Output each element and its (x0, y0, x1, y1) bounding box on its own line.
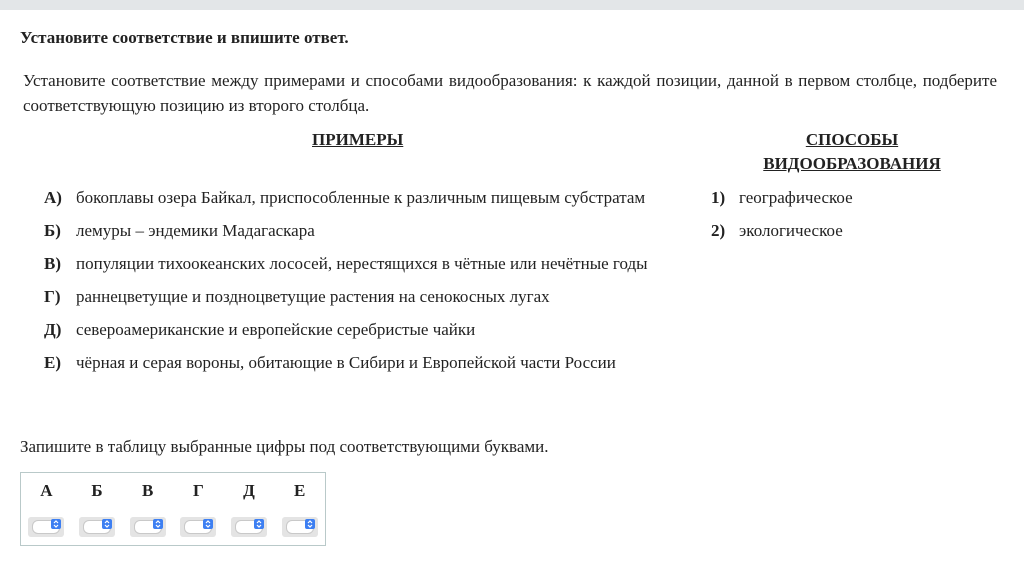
list-item (44, 185, 678, 210)
chevron-updown-icon[interactable] (102, 519, 112, 529)
way-number: 2) (711, 221, 726, 240)
way-text: географическое (739, 188, 853, 207)
answer-instruction: Запишите в таблицу выбранные цифры под соответствующими буквами. (20, 437, 549, 456)
answer-select-d[interactable] (231, 517, 267, 537)
list-item (44, 251, 678, 276)
answer-column-g: Г (192, 481, 204, 500)
answer-select-row (21, 509, 325, 545)
item-letter: Б) (44, 221, 61, 240)
answer-table (20, 472, 326, 546)
item-letter: Г) (44, 287, 61, 306)
chevron-updown-icon[interactable] (305, 519, 315, 529)
list-item (44, 284, 678, 309)
list-item (711, 218, 853, 243)
answer-select-b[interactable] (79, 517, 115, 537)
ways-list (711, 185, 853, 251)
answer-select-v[interactable] (130, 517, 166, 537)
task-heading: Установите соответствие и впишите ответ. (20, 28, 349, 47)
list-item (44, 218, 678, 243)
ways-title-line2: ВИДООБРАЗОВАНИЯ (763, 154, 941, 173)
examples-list (44, 185, 678, 383)
chevron-updown-icon[interactable] (203, 519, 213, 529)
ways-title-line1: СПОСОБЫ (805, 130, 899, 149)
answer-column-e: Е (294, 481, 306, 500)
answer-column-b: Б (91, 481, 103, 500)
way-number: 1) (711, 188, 726, 207)
answer-select-a[interactable] (28, 517, 64, 537)
answer-column-d: Д (243, 481, 255, 500)
answer-column-v: В (142, 481, 154, 500)
chevron-updown-icon[interactable] (153, 519, 163, 529)
item-letter: Д) (44, 320, 62, 339)
list-item (711, 185, 853, 210)
ways-column-title (740, 128, 964, 176)
answer-select-g[interactable] (180, 517, 216, 537)
item-text: лемуры – эндемики Мадагаскара (76, 221, 315, 240)
item-letter: Е) (44, 353, 61, 372)
item-text: раннецветущие и поздноцветущие растения на сенокосных лугах (76, 287, 550, 306)
examples-column-title: ПРИМЕРЫ (312, 130, 404, 149)
item-text: североамериканские и европейские серебристые чайки (76, 320, 476, 339)
item-text: бокоплавы озера Байкал, приспособленные к различным пищевым субстратам (76, 188, 646, 207)
way-text: экологическое (739, 221, 843, 240)
chevron-updown-icon[interactable] (254, 519, 264, 529)
answer-column-a: А (40, 481, 53, 500)
item-text: популяции тихоокеанских лососей, нерестящихся в чётные или нечётные годы (76, 254, 648, 273)
answer-table-header (21, 473, 325, 509)
list-item (44, 350, 678, 375)
item-letter: А) (44, 188, 62, 207)
item-text: чёрная и серая вороны, обитающие в Сибири и Европейской части России (76, 353, 616, 372)
top-bar (0, 0, 1024, 10)
item-letter: В) (44, 254, 61, 273)
answer-select-e[interactable] (282, 517, 318, 537)
task-intro: Установите соответствие между примерами и способами видообразования: к каждой позиции, данной в первом столбце, подберите соответствующую позицию из второго столбца. (23, 71, 997, 115)
list-item (44, 317, 678, 342)
chevron-updown-icon[interactable] (51, 519, 61, 529)
